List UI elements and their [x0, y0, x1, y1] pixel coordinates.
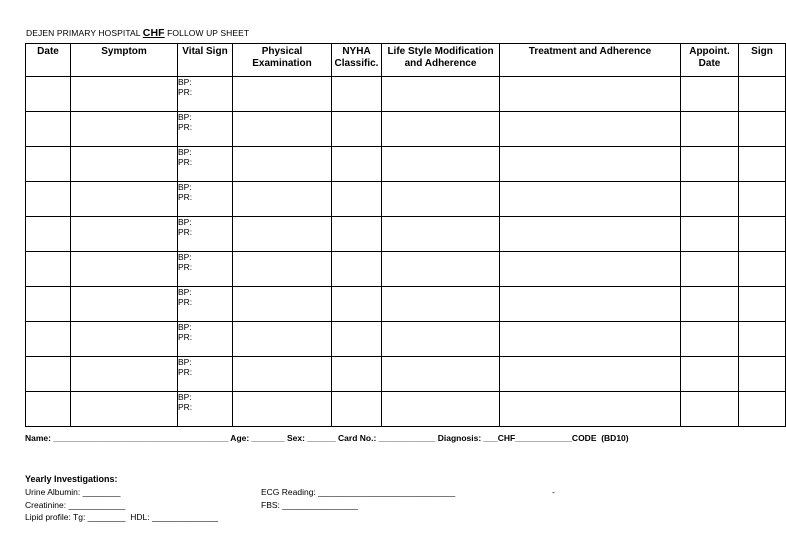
table-cell: [332, 217, 382, 252]
table-row: [26, 182, 786, 217]
follow-up-table: [25, 43, 786, 427]
pr-label: PR:: [178, 332, 193, 342]
col-nyha-classification: NYHA Classific.: [332, 44, 382, 77]
title-prefix: DEJEN PRIMARY HOSPITAL: [26, 28, 143, 38]
table-cell: [382, 77, 500, 112]
table-cell: [739, 77, 786, 112]
title-chf: CHF: [142, 27, 165, 39]
pr-label: PR:: [178, 87, 193, 97]
table-cell: [332, 77, 382, 112]
table-cell: [739, 357, 786, 392]
table-cell: [332, 147, 382, 182]
table-cell: [382, 112, 500, 147]
vital-sign-cell: [178, 392, 233, 427]
col-treatment-adherence: Treatment and Adherence: [500, 44, 681, 77]
table-cell: [26, 147, 71, 182]
bp-label: BP:: [178, 252, 192, 262]
table-cell: [233, 77, 332, 112]
bp-label: BP:: [178, 217, 192, 227]
patient-info-line: Name: _____________________________________ Age: _______ Sex: ______ Card No.: ____________ Diagnosis: ___CHF____________CODE (BD10): [25, 433, 629, 443]
bp-label: BP:: [178, 322, 192, 332]
vital-sign-cell: [178, 357, 233, 392]
table-cell: [739, 112, 786, 147]
pr-label: PR:: [178, 192, 193, 202]
table-cell: [26, 112, 71, 147]
creatinine-field: Creatinine: ____________: [25, 500, 126, 510]
table-cell: [26, 77, 71, 112]
bp-label: BP:: [178, 112, 192, 122]
table-row: [26, 392, 786, 427]
table-cell: [71, 287, 178, 322]
table-cell: [382, 147, 500, 182]
table-cell: [500, 112, 681, 147]
table-cell: [26, 217, 71, 252]
table-cell: [332, 392, 382, 427]
header-row: [26, 44, 786, 77]
table-cell: [681, 77, 739, 112]
table-cell: [681, 287, 739, 322]
table-cell: [332, 252, 382, 287]
table-cell: [500, 287, 681, 322]
table-cell: [739, 217, 786, 252]
ecg-reading-field: ECG Reading: _____________________________: [261, 487, 456, 497]
pr-label: PR:: [178, 402, 193, 412]
fbs-field: FBS: ________________: [261, 500, 358, 510]
table-cell: [500, 147, 681, 182]
table-cell: [382, 357, 500, 392]
table-row: [26, 357, 786, 392]
table-cell: [233, 252, 332, 287]
table-cell: [739, 182, 786, 217]
table-cell: [233, 112, 332, 147]
table-cell: [681, 182, 739, 217]
lipid-profile-field: Lipid profile: Tg: ________ HDL: ______________: [25, 512, 219, 522]
table-cell: [233, 182, 332, 217]
vital-sign-cell: [178, 252, 233, 287]
table-cell: [382, 287, 500, 322]
bp-label: BP:: [178, 77, 192, 87]
vital-sign-cell: [178, 287, 233, 322]
table-cell: [26, 182, 71, 217]
title-suffix: FOLLOW UP SHEET: [164, 28, 250, 38]
vital-sign-cell: [178, 182, 233, 217]
table-cell: [681, 322, 739, 357]
pr-label: PR:: [178, 122, 193, 132]
table-cell: [71, 182, 178, 217]
dash-mark: -: [552, 487, 555, 497]
table-row: [26, 217, 786, 252]
vital-sign-cell: [178, 77, 233, 112]
table-cell: [332, 357, 382, 392]
col-lifestyle-modification: Life Style Modification and Adherence: [382, 44, 500, 77]
table-row: [26, 287, 786, 322]
table-cell: [71, 322, 178, 357]
pr-label: PR:: [178, 157, 193, 167]
pr-label: PR:: [178, 367, 193, 377]
table-cell: [332, 112, 382, 147]
table-cell: [332, 287, 382, 322]
col-sign: Sign: [739, 44, 786, 77]
col-vital-sign: Vital Sign: [178, 44, 233, 77]
table-cell: [233, 392, 332, 427]
bp-label: BP:: [178, 147, 192, 157]
table-cell: [681, 252, 739, 287]
table-cell: [739, 252, 786, 287]
table-cell: [332, 182, 382, 217]
table-cell: [233, 217, 332, 252]
table-cell: [71, 357, 178, 392]
table-cell: [26, 392, 71, 427]
table-cell: [500, 252, 681, 287]
table-cell: [71, 392, 178, 427]
table-cell: [71, 147, 178, 182]
table-row: [26, 112, 786, 147]
table-cell: [500, 392, 681, 427]
table-cell: [500, 322, 681, 357]
table-cell: [26, 357, 71, 392]
bp-label: BP:: [178, 287, 192, 297]
vital-sign-cell: [178, 112, 233, 147]
table-cell: [233, 147, 332, 182]
pr-label: PR:: [178, 227, 193, 237]
col-symptom: Symptom: [71, 44, 178, 77]
table-cell: [500, 182, 681, 217]
table-cell: [500, 357, 681, 392]
table-cell: [681, 112, 739, 147]
table-cell: [71, 252, 178, 287]
table-cell: [382, 182, 500, 217]
table-cell: [382, 322, 500, 357]
yearly-investigations-title: Yearly Investigations:: [25, 474, 118, 484]
vital-sign-cell: [178, 217, 233, 252]
table-cell: [500, 77, 681, 112]
table-cell: [681, 217, 739, 252]
table-cell: [500, 217, 681, 252]
pr-label: PR:: [178, 297, 193, 307]
table-cell: [233, 357, 332, 392]
table-cell: [739, 147, 786, 182]
table-cell: [739, 392, 786, 427]
table-row: [26, 252, 786, 287]
col-appointment-date: Appoint. Date: [681, 44, 739, 77]
table-cell: [332, 322, 382, 357]
table-cell: [382, 392, 500, 427]
table-cell: [26, 287, 71, 322]
vital-sign-cell: [178, 322, 233, 357]
table-cell: [382, 252, 500, 287]
bp-label: BP:: [178, 357, 192, 367]
table-cell: [681, 392, 739, 427]
vital-sign-cell: [178, 147, 233, 182]
table-row: [26, 77, 786, 112]
bp-label: BP:: [178, 182, 192, 192]
col-date: Date: [26, 44, 71, 77]
sheet-title: [26, 27, 249, 39]
urine-albumin-field: Urine Albumin: ________: [25, 487, 121, 497]
table-cell: [233, 322, 332, 357]
table-row: [26, 322, 786, 357]
table-cell: [71, 77, 178, 112]
table-cell: [382, 217, 500, 252]
table-cell: [71, 112, 178, 147]
table-cell: [71, 217, 178, 252]
table-cell: [681, 147, 739, 182]
table-cell: [26, 252, 71, 287]
table-cell: [739, 287, 786, 322]
bp-label: BP:: [178, 392, 192, 402]
pr-label: PR:: [178, 262, 193, 272]
table-row: [26, 147, 786, 182]
table-cell: [26, 322, 71, 357]
table-cell: [739, 322, 786, 357]
col-physical-examination: Physical Examination: [233, 44, 332, 77]
table-cell: [681, 357, 739, 392]
table-cell: [233, 287, 332, 322]
